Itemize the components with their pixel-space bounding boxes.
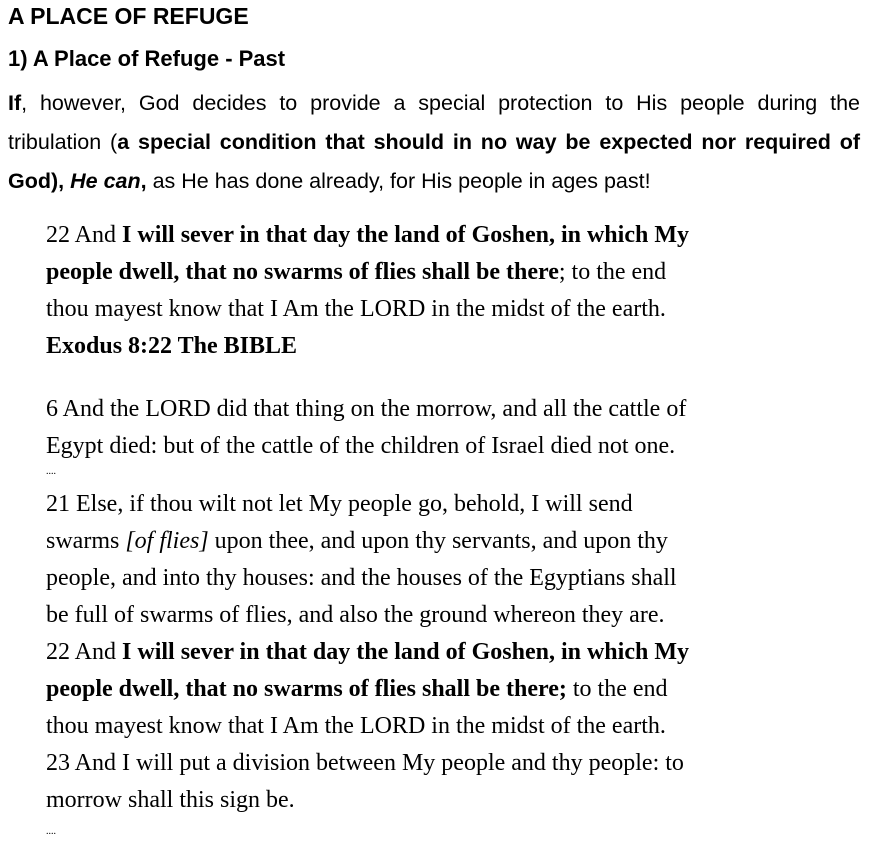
verse-text: ; to the end — [558, 259, 667, 285]
verse-italic-insert: [of flies] — [125, 528, 209, 554]
quote-line — [46, 217, 846, 254]
verse-text: to the end — [566, 676, 668, 702]
quote-line: 23 And I will put a division between My people and thy people: to — [46, 750, 684, 776]
quote-line: Egypt died: but of the cattle of the children of Israel died not one. — [46, 433, 676, 459]
scripture-quote-exodus-8-21-23 — [46, 486, 846, 819]
verse-number: 22 And — [46, 222, 123, 248]
verse-text: upon thee, and upon thy servants, and upon thy — [208, 528, 668, 554]
intro-emphasis: a special condition that should in no way be expected nor required of God), — [8, 130, 860, 193]
section-heading: 1) A Place of Refuge - Past — [8, 46, 286, 71]
verse-emphasis: people dwell, that no swarms of flies shall be there — [46, 259, 559, 285]
scripture-reference: Exodus 8:22 The BIBLE — [46, 333, 297, 359]
quote-line — [46, 634, 846, 671]
scripture-quote-exodus-9-6 — [46, 391, 846, 465]
verse-text: swarms — [46, 528, 126, 554]
intro-comma: , — [140, 169, 147, 193]
scripture-quote-exodus-8-22 — [46, 217, 846, 365]
quote-line: morrow shall this sign be. — [46, 787, 295, 813]
ellipsis-separator: .... — [46, 466, 56, 477]
verse-emphasis: I will sever in that day the land of Goshen, in which My — [122, 639, 689, 665]
quote-line: people, and into thy houses: and the houses of the Egyptians shall — [46, 565, 677, 591]
quote-line: 6 And the LORD did that thing on the morrow, and all the cattle of — [46, 396, 687, 422]
quote-line: be full of swarms of flies, and also the ground whereon they are. — [46, 602, 665, 628]
quote-line: 21 Else, if thou wilt not let My people go, behold, I will send — [46, 491, 633, 517]
quote-line — [46, 254, 846, 291]
quote-line — [46, 523, 846, 560]
intro-paragraph — [8, 84, 860, 201]
intro-text-1: , however, God decides to provide a special protection to His people during the tribulation ( — [8, 91, 860, 154]
page-title: A PLACE OF REFUGE — [8, 3, 249, 29]
intro-lead-word: If — [8, 91, 22, 115]
verse-emphasis: I will sever in that day the land of Goshen, in which My — [122, 222, 689, 248]
quote-line: thou mayest know that I Am the LORD in the midst of the earth. — [46, 296, 666, 322]
quote-line — [46, 671, 846, 708]
quote-line: thou mayest know that I Am the LORD in the midst of the earth. — [46, 713, 666, 739]
intro-text-2: as He has done already, for His people in ages past! — [146, 169, 651, 193]
ellipsis-separator: .... — [46, 826, 56, 837]
verse-number: 22 And — [46, 639, 123, 665]
verse-emphasis: people dwell, that no swarms of flies shall be there; — [46, 676, 567, 702]
intro-he-can: He can — [70, 169, 141, 193]
